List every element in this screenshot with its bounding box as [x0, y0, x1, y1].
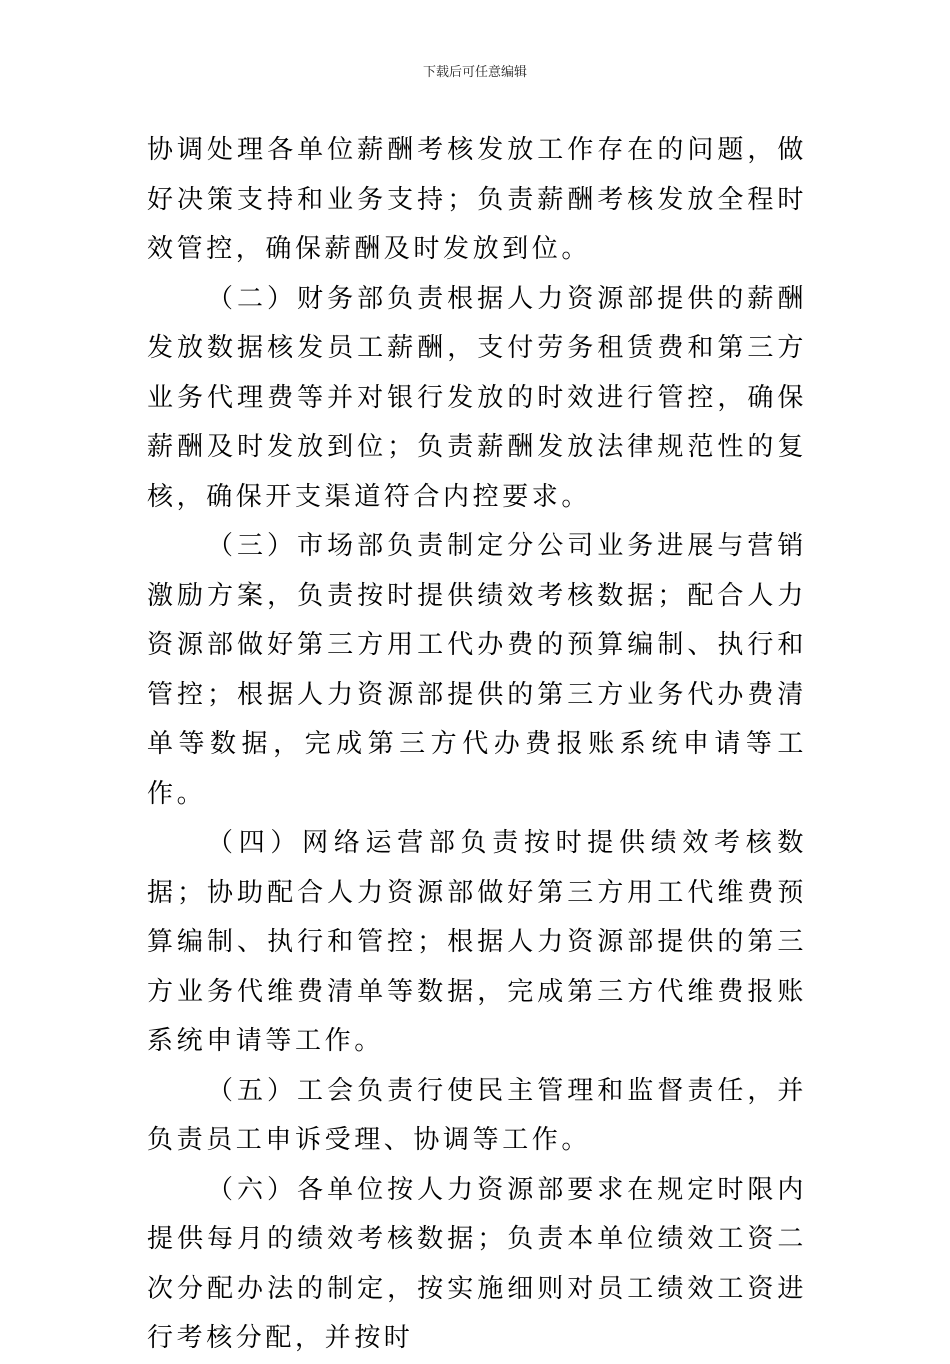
paragraph-network-ops-dept: （四）网络运营部负责按时提供绩效考核数据；协助配合人力资源部做好第三方用工代维费预算编制、执行和管控；根据人力资源部提供的第三方业务代维费清单等数据，完成第三方代维费报账系统申请等工作。 [147, 828, 807, 1056]
page-header [0, 64, 950, 82]
paragraph-labor-union: （五）工会负责行使民主管理和监督责任，并负责员工申诉受理、协调等工作。 [147, 1075, 807, 1155]
paragraph-continuation: 协调处理各单位薪酬考核发放工作存在的问题，做好决策支持和业务支持；负责薪酬考核发放全程时效管控，确保薪酬及时发放到位。 [147, 135, 807, 264]
document-body [147, 126, 807, 1364]
paragraph-marketing-dept: （三）市场部负责制定分公司业务进展与营销激励方案，负责按时提供绩效考核数据；配合人力资源部做好第三方用工代办费的预算编制、执行和管控；根据人力资源部提供的第三方业务代办费清单等数据，完成第三方代办费报账系统申请等工作。 [147, 531, 807, 809]
header-note: 下载后可任意编辑 [422, 65, 527, 80]
paragraph-all-units: （六）各单位按人力资源部要求在规定时限内提供每月的绩效考核数据；负责本单位绩效工资二次分配办法的制定，按实施细则对员工绩效工资进行考核分配，并按时 [147, 1174, 807, 1353]
paragraph-finance-dept: （二）财务部负责根据人力资源部提供的薪酬发放数据核发员工薪酬，支付劳务租赁费和第三方业务代理费等并对银行发放的时效进行管控，确保薪酬及时发放到位；负责薪酬发放法律规范性的复核，确保开支渠道符合内控要求。 [147, 283, 807, 512]
